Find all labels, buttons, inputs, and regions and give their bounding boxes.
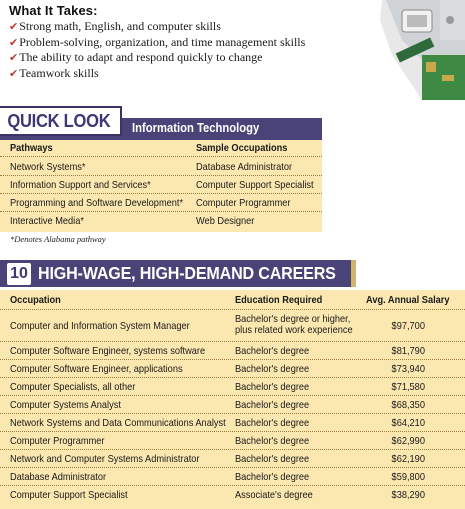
- pathway-cell: Network Systems*: [10, 161, 86, 173]
- table-row: [0, 195, 322, 212]
- circuit-board-image: [362, 0, 465, 100]
- list-item: [9, 50, 339, 66]
- salary-cell: $59,800: [391, 471, 425, 483]
- table-row: [0, 360, 465, 378]
- education-cell: Bachelor's degree: [235, 363, 310, 375]
- table-row: [0, 213, 322, 230]
- header-occupation: Occupation: [10, 294, 61, 306]
- header-education: Education Required: [235, 294, 323, 306]
- salary-cell: $62,190: [391, 453, 425, 465]
- education-cell: Bachelor's degree: [235, 399, 310, 411]
- list-item: [9, 66, 339, 82]
- occupation-cell: Network Systems and Data Communications Analyst: [10, 417, 226, 429]
- table-row: [0, 450, 465, 468]
- education-cell: Bachelor's degree or higher,: [235, 313, 351, 325]
- table-row: [0, 396, 465, 414]
- checkmark-icon: ✔: [9, 35, 19, 49]
- checkmark-icon: ✔: [9, 66, 19, 80]
- header-salary: Avg. Annual Salary: [366, 294, 450, 306]
- salary-cell: $64,210: [391, 417, 425, 429]
- table-header-row: [0, 140, 322, 157]
- skill-text: Teamwork skills: [19, 65, 99, 80]
- table-row: [0, 468, 465, 486]
- table-row: [0, 414, 465, 432]
- table-row: [0, 378, 465, 396]
- occupation-cell: Computer Programmer: [10, 435, 105, 447]
- skills-list: [9, 19, 339, 81]
- salary-cell: $38,290: [391, 489, 425, 501]
- salary-cell: $62,990: [391, 435, 425, 447]
- occupation-cell: Computer Software Engineer, systems software: [10, 345, 206, 357]
- table-row: [0, 310, 465, 342]
- quick-look-table: [0, 140, 322, 232]
- checkmark-icon: ✔: [9, 51, 19, 64]
- checkmark-icon: ✔: [9, 20, 19, 33]
- skill-text: The ability to adapt and respond quickly to change: [19, 50, 263, 64]
- skill-text: Problem-solving, organization, and time management skills: [19, 34, 306, 49]
- table-header-row: [0, 290, 465, 310]
- list-item: [9, 35, 339, 51]
- careers-title: HIGH-WAGE, HIGH-DEMAND CAREERS: [38, 263, 336, 283]
- salary-cell: $81,790: [391, 345, 425, 357]
- occupation-cell: Web Designer: [196, 215, 255, 227]
- careers-table: [0, 290, 465, 509]
- table-row: [0, 342, 465, 360]
- salary-cell: $97,700: [391, 320, 425, 332]
- pathway-footnote: *Denotes Alabama pathway: [10, 234, 106, 244]
- occupation-cell: Computer Support Specialist: [10, 489, 128, 501]
- education-cell: Bachelor's degree: [235, 471, 310, 483]
- careers-number: 10: [10, 265, 28, 282]
- header-pathways: Pathways: [10, 142, 53, 154]
- table-row: [0, 177, 322, 194]
- occupation-cell: Database Administrator: [196, 161, 293, 173]
- pathway-cell: Information Support and Services*: [10, 179, 151, 191]
- pathway-cell: Programming and Software Development*: [10, 197, 184, 209]
- table-row: [0, 159, 322, 176]
- occupation-cell: Database Administrator: [10, 471, 107, 483]
- salary-cell: $71,580: [391, 381, 425, 393]
- occupation-cell: Network and Computer Systems Administrator: [10, 453, 200, 465]
- careers-number-badge: [7, 263, 31, 285]
- occupation-cell: Computer Support Specialist: [196, 179, 314, 191]
- table-row: [0, 486, 465, 504]
- occupation-cell: Computer and Information System Manager: [10, 320, 190, 332]
- what-it-takes-section: [9, 3, 339, 81]
- what-it-takes-title: What It Takes:: [9, 3, 98, 18]
- education-cell: Bachelor's degree: [235, 453, 310, 465]
- quick-look-badge: [0, 106, 122, 136]
- header-occupations: Sample Occupations: [196, 142, 288, 154]
- table-row: [0, 432, 465, 450]
- pathway-cell: Interactive Media*: [10, 215, 84, 227]
- education-cell: plus related work experience: [235, 324, 353, 336]
- occupation-cell: Computer Systems Analyst: [10, 399, 121, 411]
- education-cell: Bachelor's degree: [235, 417, 310, 429]
- quick-look-subtitle: Information Technology: [132, 121, 260, 135]
- quick-look-title: QUICK LOOK: [7, 111, 111, 131]
- skill-text: Strong math, English, and computer skills: [19, 19, 221, 33]
- education-cell: Associate's degree: [235, 489, 313, 501]
- education-cell: Bachelor's degree: [235, 381, 310, 393]
- salary-cell: $68,350: [391, 399, 425, 411]
- education-cell: Bachelor's degree: [235, 435, 310, 447]
- occupation-cell: Computer Software Engineer, applications: [10, 363, 183, 375]
- education-cell: Bachelor's degree: [235, 345, 310, 357]
- occupation-cell: Computer Specialists, all other: [10, 381, 136, 393]
- salary-cell: $73,940: [391, 363, 425, 375]
- occupation-cell: Computer Programmer: [196, 197, 291, 209]
- list-item: [9, 19, 339, 35]
